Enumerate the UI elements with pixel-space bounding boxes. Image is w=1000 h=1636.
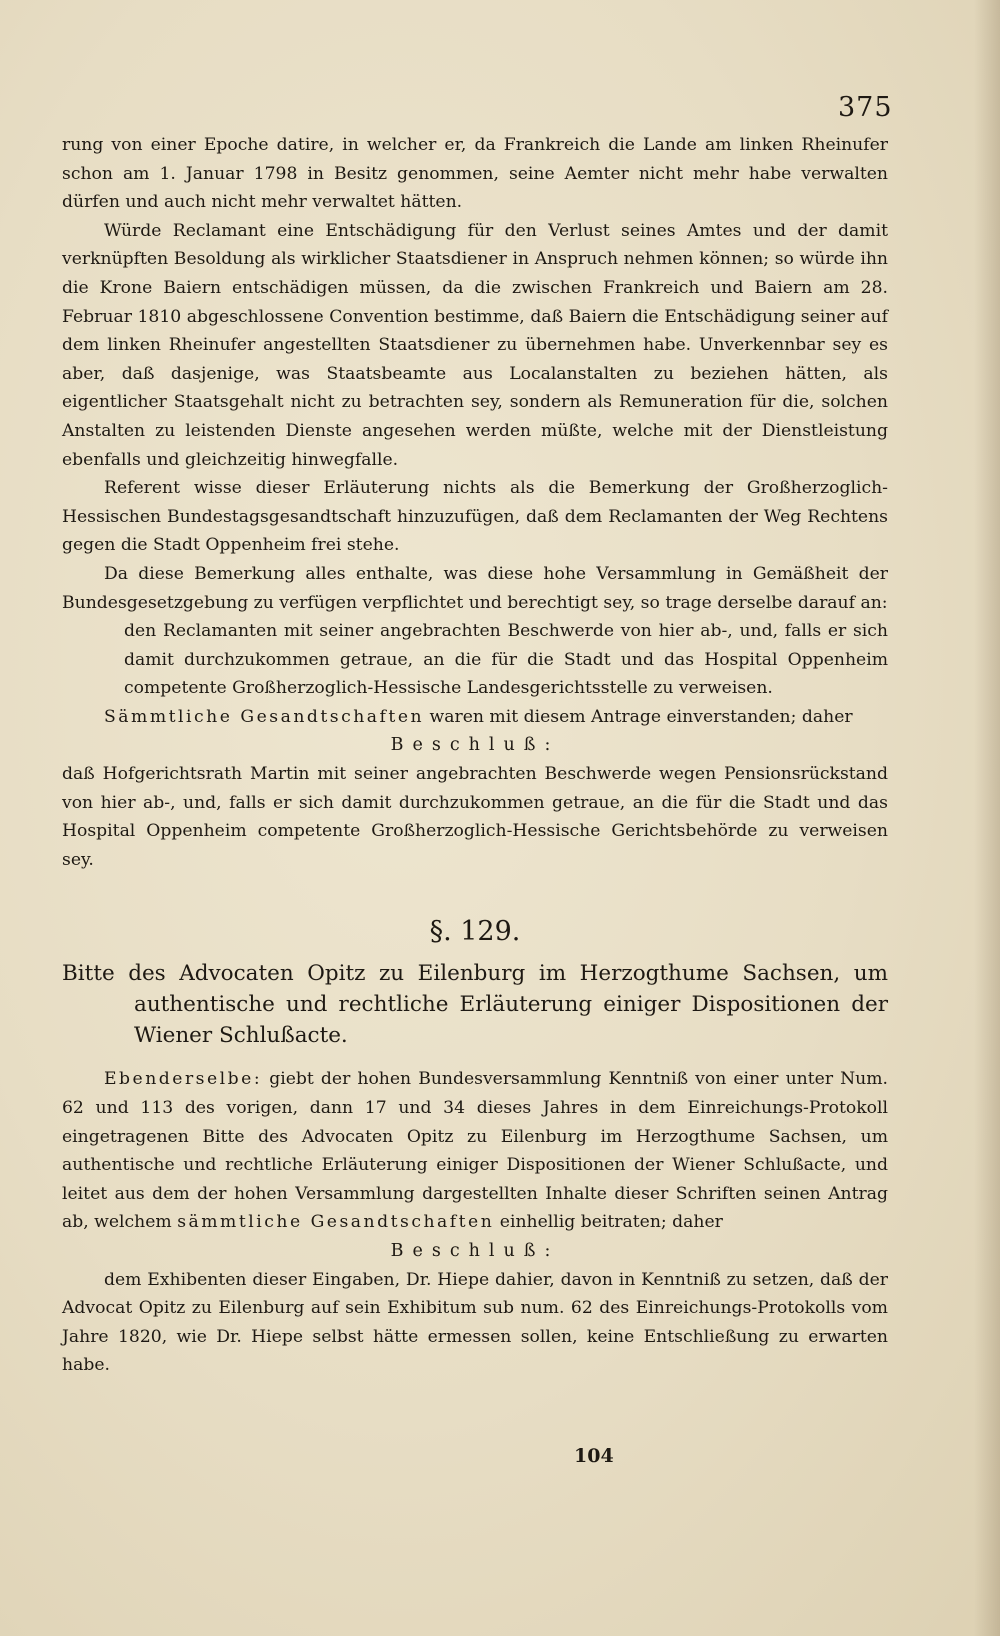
paragraph-resolution-2: dem Exhibenten dieser Eingaben, Dr. Hiepe dahier, davon in Kenntniß zu setzen, daß der Advocat Opitz zu Eilenburg auf sein Exhibitum sub num. 62 des Einreichungs-Protokolls vom Jahre 1820, wie Dr. Hiepe selbst hätte ermessen sollen, keine Entschließung zu erwarten habe.	[62, 1269, 888, 1376]
petition-spaced: sämmtliche Gesandtschaften	[177, 1212, 495, 1233]
agreement-rest: waren mit diesem Antrage einverstanden; daher	[424, 706, 853, 727]
signature-mark: 104	[574, 1445, 614, 1467]
petition-lead: Ebenderselbe:	[104, 1069, 263, 1090]
petition-rest: giebt der hohen Bundesversammlung Kenntniß von einer unter Num. 62 und 113 des vorigen, dann 17 und 34 dieses Jahres in dem Einreichungs-Protokoll eingetragenen Bitte des Advocaten Opitz zu Eilenburg im Herzogthume Sachsen, um authentische und rechtliche Erläuterung einiger Dispositionen der Wiener Schlußacte, und leitet aus dem der hohen Versammlung dargestellten Inhalte dieser Schriften seinen Antrag ab, welchem	[62, 1069, 888, 1233]
paragraph-petition	[62, 1065, 888, 1237]
resolution-heading-2: Beschluß:	[390, 1241, 560, 1261]
document-body	[62, 131, 888, 1380]
paragraph-agreement	[62, 703, 888, 732]
paragraph-motion-intro: Da diese Bemerkung alles enthalte, was diese hohe Versammlung in Gemäßheit der Bundesgesetzgebung zu verfügen verpflichtet und berechtigt sey, so trage derselbe darauf an:	[62, 563, 888, 613]
resolution-heading-1: Beschluß:	[390, 735, 560, 756]
paragraph-compensation: Würde Reclamant eine Entschädigung für den Verlust seines Amtes und der damit verknüpften Besoldung als wirklicher Staatsdiener in Anspruch nehmen können; so würde ihn die Krone Baiern entschädigen müssen, da die zwischen Frankreich und Baiern am 28. Februar 1810 abgeschlossene Convention bestimme, daß Baiern die Entschädigung seiner auf dem linken Rheinufer angestellten Staatsdiener zu übernehmen habe. Unverkennbar sey es aber, daß dasjenige, was Staatsbeamte aus Localanstalten zu beziehen hätten, als eigentlicher Staatsgehalt nicht zu betrachten sey, sondern als Remuneration für die, solchen Anstalten zu leistenden Dienste angesehen werden müßte, welche mit der Dienstleistung ebenfalls und gleichzeitig hinwegfalle.	[62, 220, 888, 470]
paragraph-referent: Referent wisse dieser Erläuterung nichts als die Bemerkung der Großherzoglich-Hessischen Bundestagsgesandtschaft hinzuzufügen, daß dem Reclamanten der Weg Rechtens gegen die Stadt Oppenheim frei stehe.	[62, 478, 888, 556]
agreement-lead: Sämmtliche Gesandtschaften	[104, 706, 425, 727]
section-title: Bitte des Advocaten Opitz zu Eilenburg im Herzogthume Sachsen, um authentische und rechtliche Erläuterung einiger Dispositionen der Wiener Schlußacte.	[62, 961, 888, 1049]
page-number: 375	[838, 92, 893, 123]
paragraph-motion: den Reclamanten mit seiner angebrachten Beschwerde von hier ab-, und, falls er sich damit durchzukommen getraue, an die für die Stadt und das Hospital Oppenheim competente Großherzoglich-Hessische Landesgerichtsstelle zu verweisen.	[124, 621, 888, 699]
section-number: §. 129.	[429, 916, 521, 948]
petition-end: einhellig beitraten; daher	[494, 1212, 723, 1233]
paragraph-continuation: rung von einer Epoche datire, in welcher er, da Frankreich die Lande am linken Rheinufer schon am 1. Januar 1798 in Besitz genommen, seine Aemter nicht mehr habe verwalten dürfen und auch nicht mehr verwaltet hätten.	[62, 135, 888, 213]
paragraph-resolution-1: daß Hofgerichtsrath Martin mit seiner angebrachten Beschwerde wegen Pensionsrückstand von hier ab-, und, falls er sich damit durchzukommen getraue, an die für die Stadt und das Hospital Oppenheim competente Großherzoglich-Hessische Gerichtsbehörde zu verweisen sey.	[62, 764, 888, 870]
